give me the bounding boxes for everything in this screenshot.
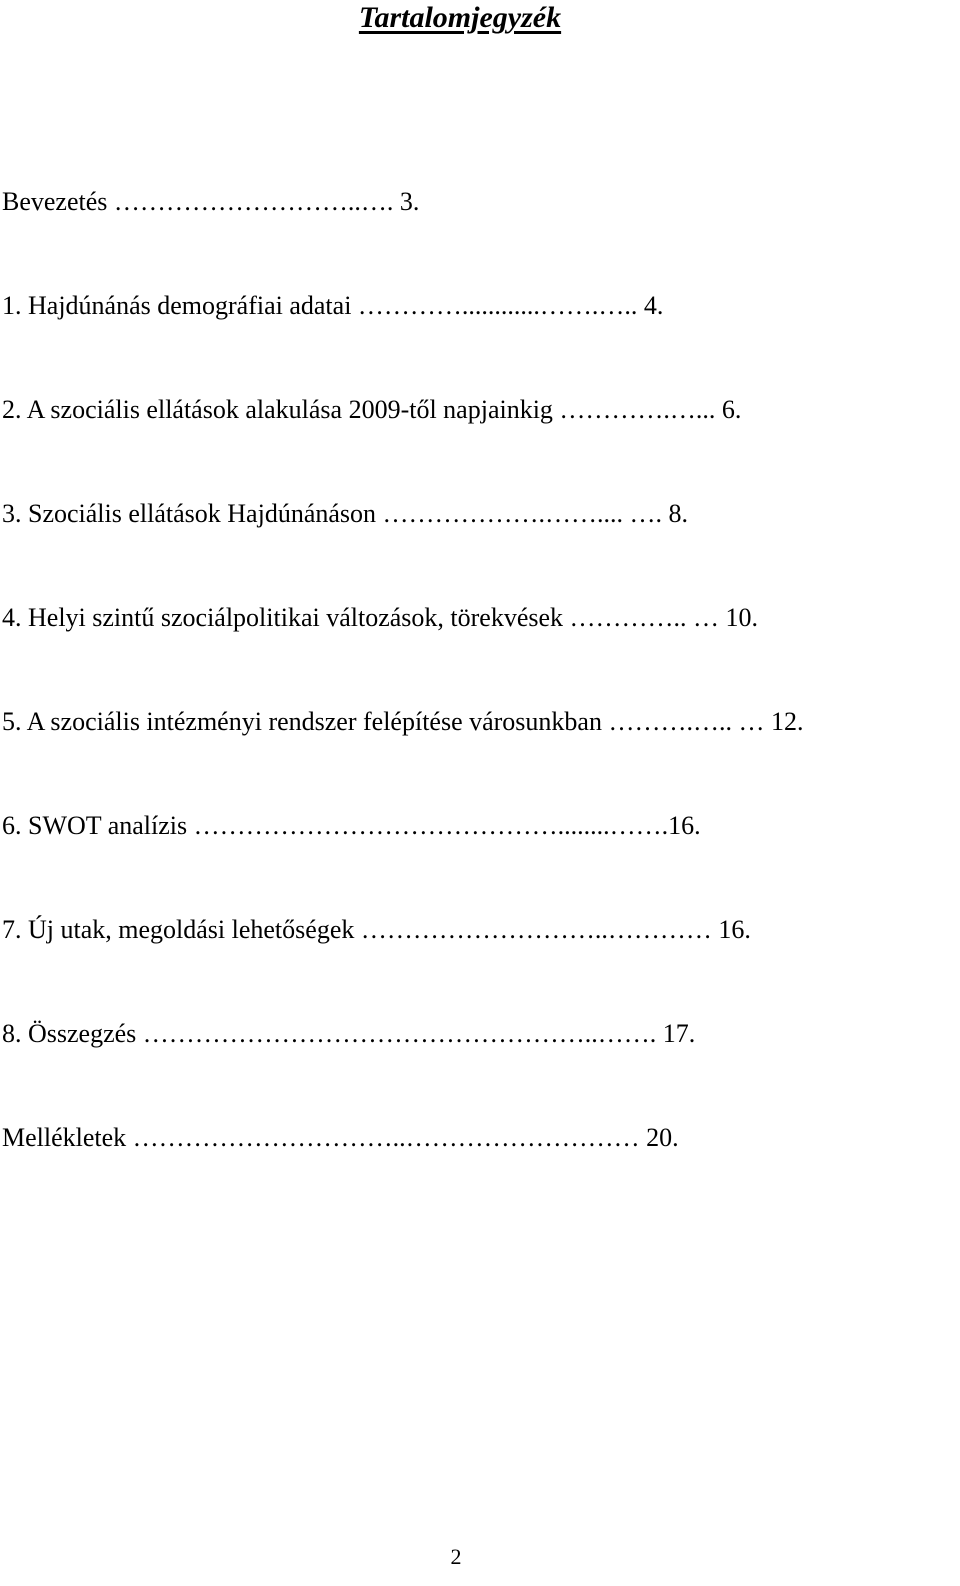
toc-entry-4: 4. Helyi szintű szociálpolitikai változások, törekvések ………….. … 10. [2, 603, 759, 632]
toc-entry-6: 6. SWOT analízis ……………………………………........…….16. [2, 811, 701, 840]
toc-entry-8: 8. Összegzés ……………………………………………..……. 17. [2, 1019, 696, 1048]
toc-entry-3: 3. Szociális ellátások Hajdúnánáson ……………….…….... …. 8. [2, 499, 689, 528]
toc-entry-7: 7. Új utak, megoldási lehetőségek ………………………..………… 16. [2, 915, 751, 944]
toc-entry-bevezetes: Bevezetés ………………………..…. 3. [2, 187, 420, 216]
toc-entry-mellekletek: Mellékletek …………………………..……………………… 20. [2, 1123, 679, 1152]
toc-entry-1: 1. Hajdúnánás demográfiai adatai …………............…….….. 4. [2, 291, 664, 320]
toc-entry-2: 2. A szociális ellátások alakulása 2009-től napjainkig ………….…... 6. [2, 395, 742, 424]
page-title: Tartalomjegyzék [358, 1, 562, 34]
page-number: 2 [450, 1544, 462, 1569]
toc-entry-5: 5. A szociális intézményi rendszer felépítése városunkban ……….….. … 12. [2, 707, 804, 736]
